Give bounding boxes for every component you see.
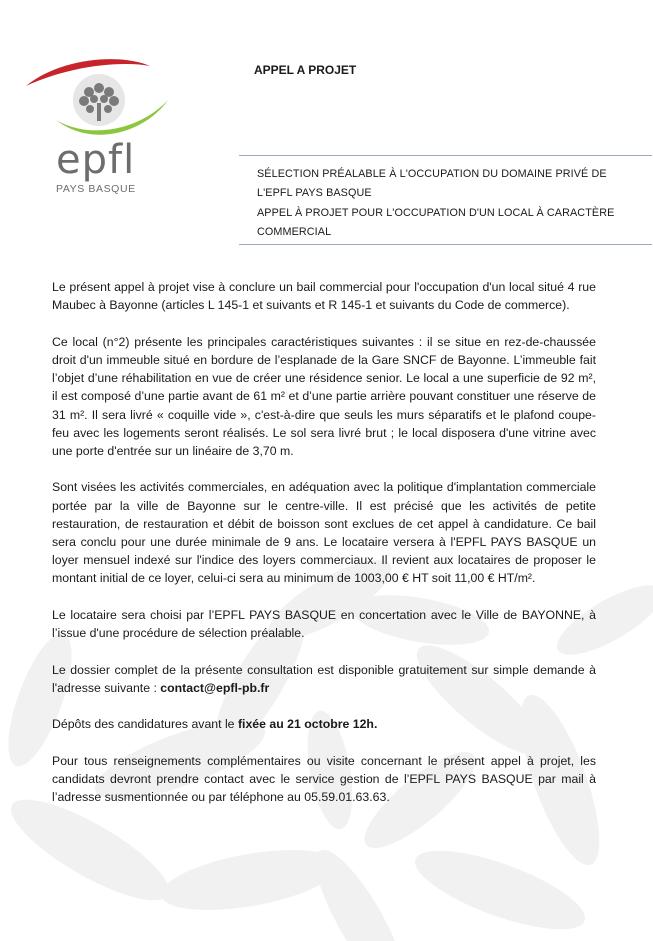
contact-email-link[interactable]: contact@epfl-pb.fr xyxy=(160,680,270,695)
document-type-heading: APPEL A PROJET xyxy=(254,63,357,77)
logo-subtitle: PAYS BASQUE xyxy=(56,183,136,195)
title-box xyxy=(239,155,652,245)
paragraph-dossier xyxy=(52,661,596,697)
paragraph-premises: Ce local (n°2) présente les principales caractéristiques suivantes : il se situe en rez-de-chaussée droit d'un immeuble situé en bordure de l’esplanade de la Gare SNCF de Bayonne. L’immeuble fait l’objet d’une réhabilitation en vue de créer une résidence senior. Le local a une superficie de 92 m², il est composé d’une partie avant de 61 m² et d’une partie arrière pouvant constituer une réserve de 31 m². Il sera livré « coquille vide », c'est-à-dire que seuls les murs séparatifs et le plafond coupe-feu avec les logements seront réalisés. Le sol sera livré brut ; le local disposera d'une vitrine avec une porte d'entrée sur un linéaire de 3,70 m. xyxy=(52,334,596,458)
logo-wordmark: epfl xyxy=(56,137,136,183)
document-body xyxy=(52,278,596,825)
paragraph-purpose: Le présent appel à projet vise à conclure un bail commercial pour l'occupation d'un local situé 4 rue Maubec à Bayonne (articles L 145-1 et suivants et R 145-1 et suivants du Code de commerce). xyxy=(52,280,596,313)
deadline-text: Dépôts des candidatures avant le xyxy=(52,717,238,732)
paragraph-deadline xyxy=(52,715,596,733)
paragraph-selection: Le locataire sera choisi par l’EPFL PAYS BASQUE en concertation avec le Ville de BAYONNE, à l’issue d'une procédure de sélection préalable. xyxy=(52,607,596,641)
deadline-date: fixée au 21 octobre 12h. xyxy=(237,717,378,732)
title-line-2: L'EPFL PAYS BASQUE xyxy=(257,187,372,199)
title-line-4: COMMERCIAL xyxy=(257,226,332,238)
paragraph-contact: Pour tous renseignements complémentaires ou visite concernant le présent appel à projet, les candidats devront prendre contact avec le service gestion de l’EPFL PAYS BASQUE par mail à l’adresse susmentionnée ou par téléphone au 05.59.01.63.63. xyxy=(52,753,596,805)
title-line-3: APPEL À PROJET POUR L'OCCUPATION D'UN LOCAL À CARACTÈRE xyxy=(257,207,615,219)
paragraph-activities: Sont visées les activités commerciales, en adéquation avec la politique d'implantation commerciale portée par la ville de Bayonne sur le centre-ville. Il est précisé que les activités de petite restauration, de restauration et débit de boisson sont exclues de cet appel à candidature. Ce bail sera conclu pour une durée minimale de 9 ans. Le locataire versera à l'EPFL PAYS BASQUE un loyer mensuel indexé sur l'indice des loyers commerciaux. Il revient aux locataires de proposer le montant initial de ce loyer, celui-ci sera au minimum de 1003,00 € HT soit 11,00 € HT/m². xyxy=(52,480,596,586)
dossier-text: Le dossier complet de la présente consultation est disponible gratuitement sur simple demande à l'adresse suivante : xyxy=(52,662,596,695)
title-line-1: SÉLECTION PRÉALABLE À L'OCCUPATION DU DOMAINE PRIVÉ DE xyxy=(257,168,607,180)
